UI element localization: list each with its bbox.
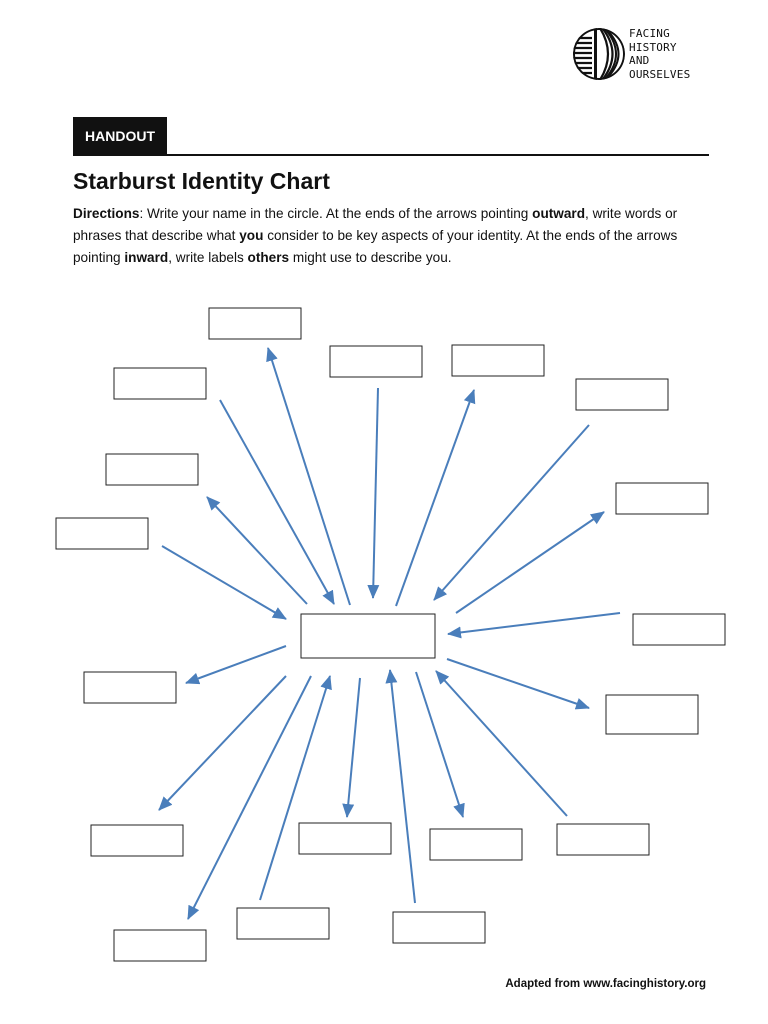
directions-text: Directions: Write your name in the circle. At the ends of the arrows pointing outward, write words or phrases that describe what you consider to be key aspects of your identity. At the ends of the arrows pointing inward, write labels others might use to describe you. [73, 206, 678, 265]
blank-label-box [330, 346, 422, 377]
blank-label-box [557, 824, 649, 855]
blank-label-box [106, 454, 198, 485]
logo-line: OURSELVES [629, 67, 691, 81]
starburst-arrow [456, 512, 604, 613]
blank-label-box [576, 379, 668, 410]
blank-label-box [237, 908, 329, 939]
blank-label-box [606, 695, 698, 734]
handout-tag: HANDOUT [73, 117, 167, 154]
blank-label-box [91, 825, 183, 856]
logo-line: AND [629, 54, 650, 67]
starburst-arrow [396, 390, 474, 606]
logo-line: FACING [629, 27, 670, 40]
starburst-arrow [373, 388, 378, 598]
blank-label-box [299, 823, 391, 854]
starburst-arrow [162, 546, 286, 619]
starburst-arrow [347, 678, 360, 817]
blank-label-box [633, 614, 725, 645]
blank-label-box [209, 308, 301, 339]
blank-label-box [56, 518, 148, 549]
directions-label: Directions [73, 206, 140, 221]
starburst-arrow [207, 497, 307, 604]
blank-label-box [84, 672, 176, 703]
center-name-box [301, 614, 435, 658]
blank-label-box [616, 483, 708, 514]
starburst-arrow [390, 670, 415, 903]
starburst-arrow [448, 613, 620, 634]
blank-label-box [114, 930, 206, 961]
blank-label-box [393, 912, 485, 943]
blank-label-box [114, 368, 206, 399]
starburst-arrow [434, 425, 589, 600]
starburst-arrow [268, 348, 350, 605]
blank-label-box [430, 829, 522, 860]
starburst-arrow [186, 646, 286, 683]
page-title: Starburst Identity Chart [73, 168, 330, 194]
blank-label-box [452, 345, 544, 376]
starburst-arrow [159, 676, 286, 810]
footer-credit: Adapted from www.facinghistory.org [505, 978, 706, 990]
logo-line: HISTORY [629, 40, 677, 54]
starburst-arrow [447, 659, 589, 708]
